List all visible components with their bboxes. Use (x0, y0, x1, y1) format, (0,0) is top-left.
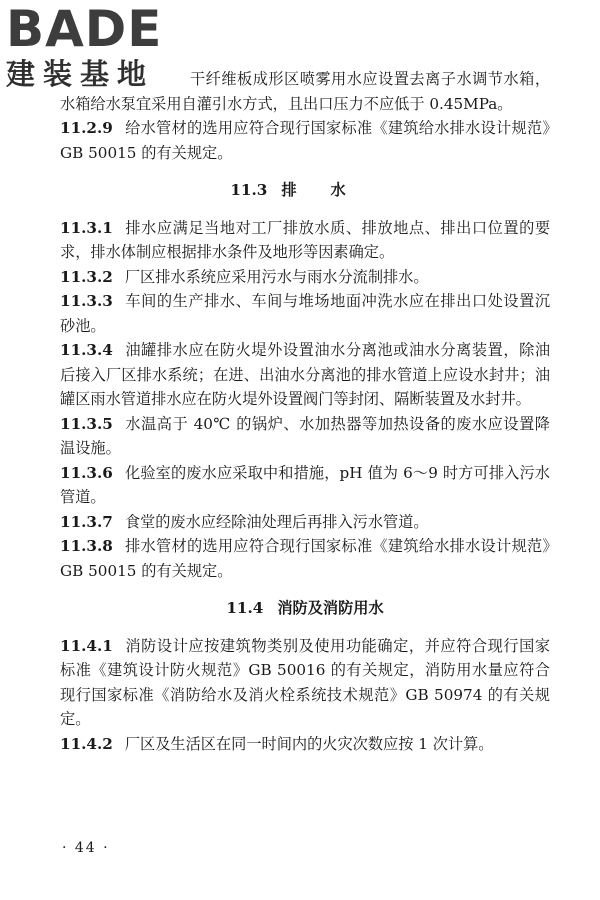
clause-text: 厂区排水系统应采用污水与雨水分流制排水。 (124, 267, 429, 286)
clause-number: 11.3.3 (60, 292, 113, 310)
clause-text: 油罐排水应在防火堤外设置油水分离池或油水分离装置，除油后接入厂区排水系统；在进、出油水分离池的排水管道上应设水封井；油罐区雨水管道排水应在防火堤外设置阀门等封闭、隔断装置及水封井。 (60, 341, 550, 408)
clause-number: 11.3.2 (60, 267, 113, 286)
clause-11-3-6 (60, 461, 550, 510)
clause-text: 水温高于 40℃ 的锅炉、水加热器等加热设备的废水应设置降温设施。 (60, 414, 550, 457)
clause-text: 消防设计应按建筑物类别及使用功能确定，并应符合现行国家标准《建筑设计防火规范》GB 50016 的有关规定，消防用水量应符合现行国家标准《消防给水及消火栓系统技术规范》GB 50974 的有关规定。 (60, 636, 550, 728)
clause-11-3-4 (60, 338, 550, 412)
clause-11-3-1 (60, 216, 550, 265)
clause-11-3-7 (60, 510, 550, 535)
clause-number: 11.2.9 (60, 119, 113, 137)
clause-number: 11.3.8 (60, 537, 113, 555)
clause-number: 11.3.5 (60, 414, 113, 433)
clause-11-3-8 (60, 534, 550, 583)
section-number: 11.4 (226, 599, 264, 617)
clause-text: 化验室的废水应采取中和措施，pH 值为 6～9 时方可排入污水管道。 (60, 463, 550, 506)
clause-text: 排水管材的选用应符合现行国家标准《建筑给水排水设计规范》GB 50015 的有关规定。 (60, 537, 550, 580)
clause-11-4-2 (60, 732, 550, 757)
clause-number: 11.3.6 (60, 463, 113, 482)
section-heading-11-4 (60, 596, 550, 621)
logo-text: BADE (6, 0, 163, 58)
clause-number: 11.3.1 (60, 218, 113, 237)
clause-text: 厂区及生活区在同一时间内的火灾次数应按 1 次计算。 (124, 734, 494, 753)
clause-11-2-9 (60, 116, 550, 165)
intro-paragraph (60, 67, 550, 116)
section-heading-11-3 (60, 178, 550, 203)
clause-text: 食堂的废水应经除油处理后再排入污水管道。 (124, 512, 429, 531)
section-title: 消防及消防用水 (277, 599, 384, 617)
page-number: · 44 · (62, 840, 110, 856)
section-number: 11.3 (230, 181, 268, 199)
clause-number: 11.3.7 (60, 512, 113, 531)
clause-text: 车间的生产排水、车间与堆场地面冲洗水应在排出口处设置沉砂池。 (60, 292, 550, 335)
intro-text: 干纤维板成形区喷雾用水应设置去离子水调节水箱，水箱给水泵宜采用自灌引水方式，且出口压力不应低于 0.45MPa。 (60, 70, 550, 113)
clause-11-4-1 (60, 634, 550, 732)
clause-11-3-3 (60, 289, 550, 338)
clause-number: 11.4.1 (60, 636, 113, 655)
clause-number: 11.4.2 (60, 734, 113, 753)
clause-text: 给水管材的选用应符合现行国家标准《建筑给水排水设计规范》GB 50015 的有关规定。 (60, 119, 550, 162)
logo-subtext: 建装基地 (6, 57, 155, 91)
clause-11-3-2 (60, 265, 550, 290)
clause-text: 排水应满足当地对工厂排放水质、排放地点、排出口位置的要求，排水体制应根据排水条件及地形等因素确定。 (60, 218, 550, 261)
clause-number: 11.3.4 (60, 341, 113, 359)
page-content (60, 67, 550, 756)
clause-11-3-5 (60, 412, 550, 461)
section-title: 排水 (281, 181, 380, 199)
